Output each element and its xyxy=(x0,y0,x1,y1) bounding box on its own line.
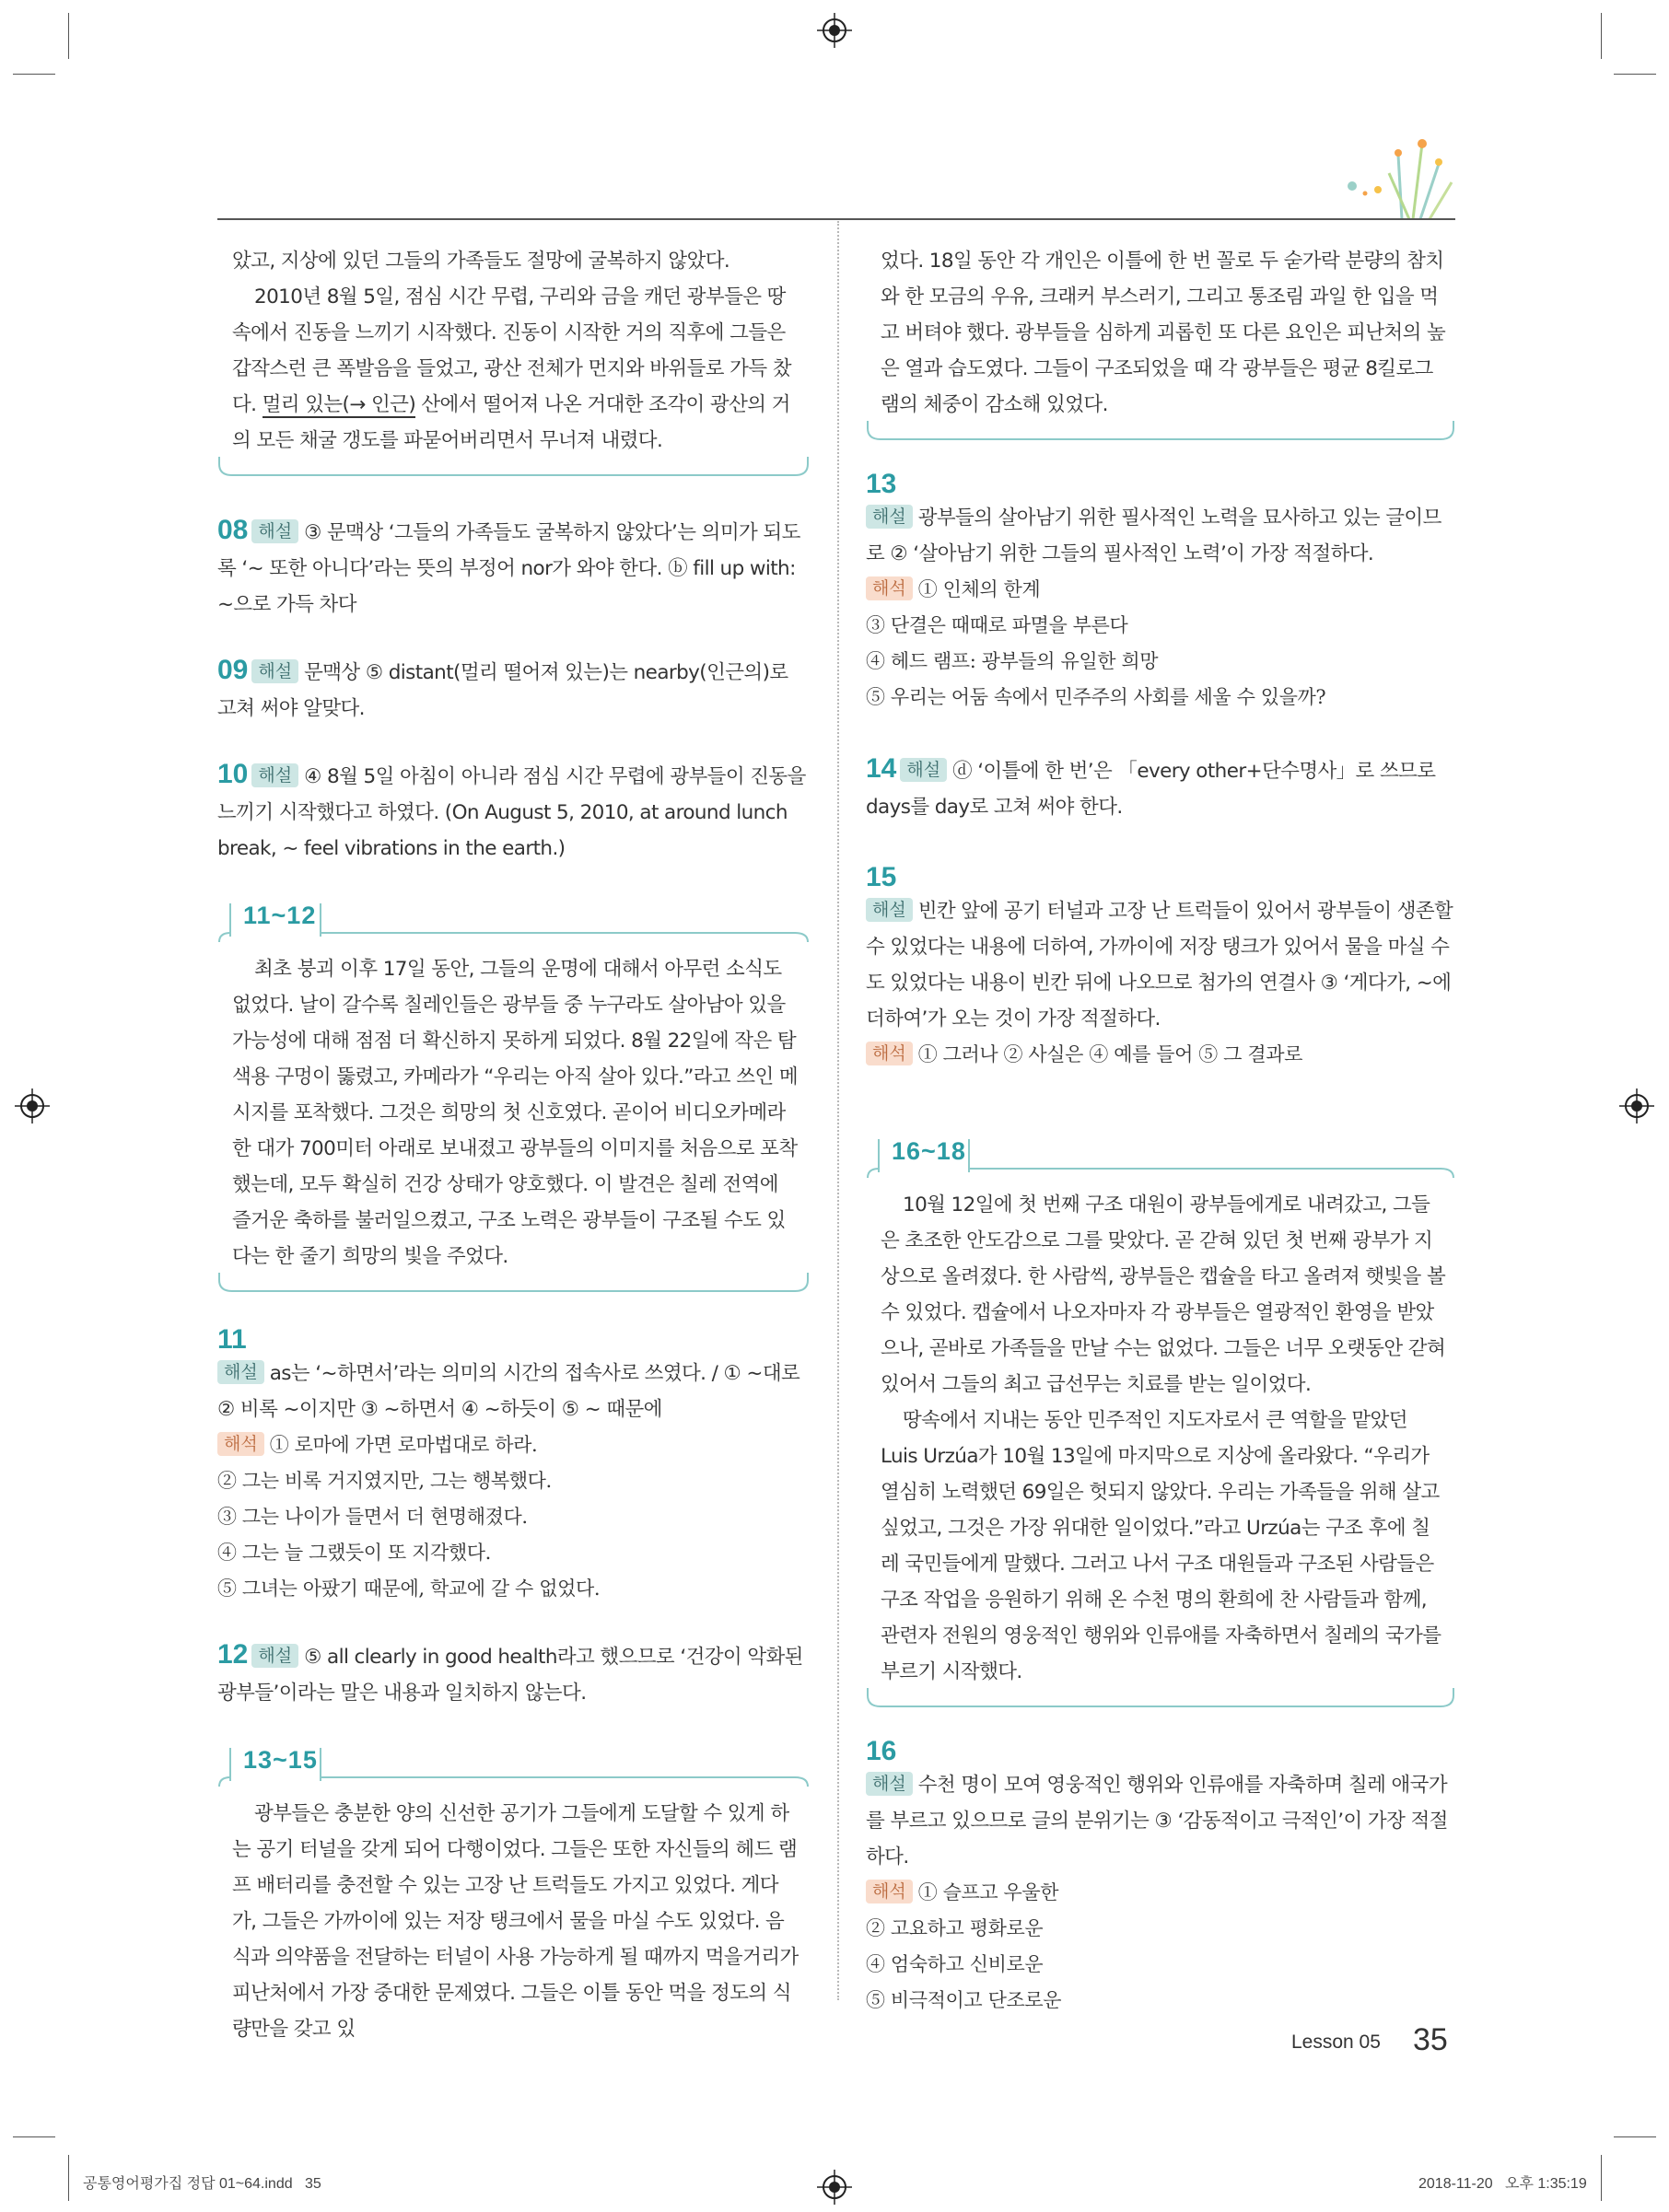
answer-09 xyxy=(217,652,810,727)
translation-item: ① 인체의 한계 xyxy=(917,578,1041,600)
question-number: 09 xyxy=(217,655,249,685)
lesson-label: Lesson 05 xyxy=(1291,2032,1381,2053)
question-number: 16 xyxy=(866,1736,897,1766)
translation-item: ⑤ 우리는 어둠 속에서 민주주의 사회를 세울 수 있을까? xyxy=(866,686,1326,708)
section-tag: 16~18 xyxy=(892,1137,966,1165)
column-divider xyxy=(837,221,839,2000)
passage-text: 산에서 떨어져 나온 거대한 조각이 광산의 거의 모든 채굴 갱도를 파묻어버리면서 무너져 내렸다. xyxy=(232,393,790,452)
passage-16-18 xyxy=(866,1137,1455,1699)
translation-item: ② 그는 비록 거지였지만, 그는 행복했다. xyxy=(217,1470,552,1492)
print-timestamp: 2018-11-20 오후 1:35:19 xyxy=(1418,2176,1587,2192)
question-number: 08 xyxy=(217,515,249,545)
passage-bracket xyxy=(217,457,810,481)
explanation-badge: 해설 xyxy=(251,763,298,787)
explanation-text: 광부들의 살아남기 위한 필사적인 노력을 묘사하고 있는 글이므로 ② ‘살아남기 위한 그들의 필사적인 노력’이 가장 적절하다. xyxy=(866,506,1441,565)
crop-mark xyxy=(68,2155,69,2201)
question-number: 10 xyxy=(217,759,249,789)
translation-item: ③ 그는 나이가 들면서 더 현명해졌다. xyxy=(217,1506,528,1528)
translation-badge: 해석 xyxy=(866,1880,913,1903)
section-tag: 13~15 xyxy=(243,1746,318,1774)
plant-decoration-icon xyxy=(1325,136,1463,221)
registration-mark-icon xyxy=(15,1089,50,1123)
crop-mark xyxy=(1601,13,1602,59)
translation-badge: 해석 xyxy=(217,1432,264,1456)
explanation-badge: 해설 xyxy=(251,659,298,683)
explanation-badge: 해설 xyxy=(866,505,913,529)
passage-11-12 xyxy=(217,902,810,1284)
passage-13-15 xyxy=(217,1746,810,2047)
crop-mark xyxy=(1614,74,1656,75)
left-column xyxy=(217,243,810,2047)
explanation-text: ⑤ all clearly in good health라고 했으므로 ‘건강이 악화된 광부들’이라는 말은 내용과 일치하지 않는다. xyxy=(217,1646,803,1705)
answer-11 xyxy=(217,1324,810,1607)
registration-mark-icon xyxy=(1619,1089,1654,1123)
translation-item: ① 로마에 가면 로마법대로 하라. xyxy=(269,1434,538,1456)
question-number: 15 xyxy=(866,862,897,892)
translation-item: ① 슬프고 우울한 xyxy=(917,1881,1059,1903)
passage-text: 땅속에서 지내는 동안 민주적인 지도자로서 큰 역할을 맡았던 Luis Urzúa가 10월 13일에 마지막으로 지상에 올라왔다. “우리가 열심히 노력했던 69일은 헛되지 않았다. 우리는 가족들을 위해 살고 싶었고, 그것은 가장 위대한 일이었다.”라고 Urzúa는 구조 후에 칠레 국민들에게 말했다. 그러고 나서 구조 대원들과 구조된 사람들은 구조 작업을 응원하기 위해 온 수천 명의 환희에 찬 사람들과 함께, 관련자 전원의 영웅적인 행위와 인류애를 자축하면서 칠레의 국가를 부르기 시작했다. xyxy=(881,1409,1441,1683)
right-column xyxy=(866,243,1455,2019)
answer-14 xyxy=(866,751,1455,825)
crop-mark xyxy=(1614,2136,1656,2137)
explanation-text: ⓓ ‘이틀에 한 번’은 「every other+단수명사」로 쓰므로 days를 day로 고쳐 써야 한다. xyxy=(866,760,1436,819)
passage-text: 었다. 18일 동안 각 개인은 이틀에 한 번 꼴로 두 숟가락 분량의 참치와 한 모금의 우유, 크래커 부스러기, 그리고 통조림 과일 한 입을 먹고 버텨야 했다. 광부들을 심하게 괴롭힌 또 다른 요인은 피난처의 높은 열과 습도였다. 그들이 구조되었을 때 각 광부들은 평균 8킬로그램의 체중이 감소해 있었다. xyxy=(881,250,1446,416)
explanation-badge: 해설 xyxy=(217,1360,264,1384)
explanation-text: 빈칸 앞에 공기 터널과 고장 난 트럭들이 있어서 광부들이 생존할 수 있었다는 내용에 더하여, 가까이에 저장 탱크가 있어서 물을 마실 수도 있었다는 내용이 빈칸 뒤에 나오므로 첨가의 연결사 ③ ‘게다가, ~에 더하여’가 오는 것이 가장 적절하다. xyxy=(866,900,1453,1030)
passage-continuation xyxy=(217,243,810,468)
translation-item: ③ 단결은 때때로 파멸을 부른다 xyxy=(866,614,1128,636)
answer-13 xyxy=(866,469,1455,716)
explanation-text: 수천 명이 모여 영웅적인 행위와 인류애를 자축하며 칠레 애국가를 부르고 있으므로 글의 분위기는 ③ ‘감동적이고 극적인’이 가장 적절하다. xyxy=(866,1774,1448,1869)
answer-12 xyxy=(217,1636,810,1711)
explanation-text: ③ 문맥상 ‘그들의 가족들도 굴복하지 않았다’는 의미가 되도록 ‘~ 또한 아니다’라는 뜻의 부정어 nor가 와야 한다. ⓑ fill up with: ~으로 가득 차다 xyxy=(217,521,800,616)
explanation-text: as는 ‘~하면서’라는 의미의 시간의 접속사로 쓰였다. / ① ~대로 ② 비록 ~이지만 ③ ~하면서 ④ ~하듯이 ⑤ ~ 때문에 xyxy=(217,1362,800,1421)
explanation-text: 문맥상 ⑤ distant(멀리 떨어져 있는)는 nearby(인근의)로 고쳐 써야 알맞다. xyxy=(217,661,788,720)
header-rule xyxy=(217,218,1455,220)
explanation-badge: 해설 xyxy=(866,1772,913,1796)
question-number: 12 xyxy=(217,1639,249,1670)
registration-mark-icon xyxy=(817,2170,852,2205)
answer-16 xyxy=(866,1736,1455,2019)
passage-bracket xyxy=(866,421,1455,445)
translation-items: ① 그러나 ② 사실은 ④ 예를 들어 ⑤ 그 결과로 xyxy=(917,1043,1302,1065)
answer-15 xyxy=(866,862,1455,1073)
page-number: 35 xyxy=(1413,2022,1448,2057)
translation-badge: 해석 xyxy=(866,1042,913,1065)
passage-text: 10월 12일에 첫 번째 구조 대원이 광부들에게로 내려갔고, 그들은 초조한 안도감으로 그를 맞았다. 곧 갇혀 있던 첫 번째 광부가 지상으로 올려졌다. 한 사람씩, 광부들은 캡슐을 타고 올려져 햇빛을 볼 수 있었다. 캡슐에서 나오자마자 각 광부들은 열광적인 환영을 받았으나, 곧바로 가족들을 만날 수는 없었다. 그들은 너무 오랫동안 갇혀 있어서 그들의 최고 급선무는 치료를 받는 일이었다. xyxy=(881,1193,1446,1396)
answer-08 xyxy=(217,512,810,623)
explanation-badge: 해설 xyxy=(251,1644,298,1668)
passage-line: 았고, 지상에 있던 그들의 가족들도 절망에 굴복하지 않았다. xyxy=(232,250,730,273)
passage-bracket xyxy=(866,1688,1455,1712)
passage-text: 광부들은 충분한 양의 신선한 공기가 그들에게 도달할 수 있게 하는 공기 터널을 갖게 되어 다행이었다. 그들은 또한 자신들의 헤드 램프 배터리를 충전할 수 있는 고장 난 트럭들도 가지고 있었다. 게다가, 그들은 가까이에 있는 저장 탱크에서 물을 마실 수도 있었다. 음식과 의약품을 전달하는 터널이 사용 가능하게 될 때까지 먹을거리가 피난처에서 가장 중대한 문제였다. 그들은 이틀 동안 먹을 정도의 식량만을 갖고 있 xyxy=(232,1802,799,2041)
explanation-badge: 해설 xyxy=(866,898,913,922)
underlined-phrase: 멀리 있는(→ 인근) xyxy=(262,393,416,416)
question-number: 11 xyxy=(217,1324,247,1355)
crop-mark xyxy=(13,74,55,75)
translation-item: ⑤ 비극적이고 단조로운 xyxy=(866,1989,1062,2011)
passage-text: 2010년 8월 5일, 점심 시간 무렵, 구리와 금을 캐던 광부들은 땅속에서 진동을 느끼기 시작했다. 진동이 시작한 거의 직후에 그들은 갑작스런 큰 폭발음을 들었고, 광산 전체가 먼지와 바위들로 가득 찼다. xyxy=(232,285,791,416)
crop-mark xyxy=(1601,2155,1602,2201)
translation-item: ⑤ 그녀는 아팠기 때문에, 학교에 갈 수 없었다. xyxy=(217,1578,601,1600)
explanation-text: ④ 8월 5일 아침이 아니라 점심 시간 무렵에 광부들이 진동을 느끼기 시작했다고 하였다. (On August 5, 2010, at around lunch break, ~ feel vibrations in the earth.) xyxy=(217,765,806,860)
passage-bracket xyxy=(217,1273,810,1297)
explanation-badge: 해설 xyxy=(251,519,298,543)
question-number: 14 xyxy=(866,753,897,784)
explanation-badge: 해설 xyxy=(900,758,947,782)
translation-badge: 해석 xyxy=(866,576,913,600)
question-number: 13 xyxy=(866,469,897,499)
print-file-slug: 공통영어평가집 정답 01~64.indd 35 xyxy=(83,2176,321,2192)
passage-continuation xyxy=(866,243,1455,432)
translation-item: ④ 엄숙하고 신비로운 xyxy=(866,1953,1044,1975)
crop-mark xyxy=(68,13,69,59)
translation-item: ④ 그는 늘 그랬듯이 또 지각했다. xyxy=(217,1542,491,1564)
registration-mark-icon xyxy=(817,13,852,48)
section-tag: 11~12 xyxy=(243,902,317,929)
passage-text: 최초 붕괴 이후 17일 동안, 그들의 운명에 대해서 아무런 소식도 없었다. 날이 갈수록 칠레인들은 광부들 중 누구라도 살아남아 있을 가능성에 대해 점점 더 확신하지 못하게 되었다. 8월 22일에 작은 탐색용 구멍이 뚫렸고, 카메라가 “우리는 아직 살아 있다.”라고 쓰인 메시지를 포착했다. 그것은 희망의 첫 신호였다. 곧이어 비디오카메라 한 대가 700미터 아래로 보내졌고 광부들의 이미지를 처음으로 포착했는데, 모두 확실히 건강 상태가 양호했다. 이 발견은 칠레 전역에 즐거운 축하를 불러일으켰고, 구조 노력은 광부들이 구조될 수도 있다는 한 줄기 희망의 빛을 주었다. xyxy=(232,958,799,1268)
translation-item: ② 고요하고 평화로운 xyxy=(866,1917,1044,1939)
answer-10 xyxy=(217,756,810,867)
translation-item: ④ 헤드 램프: 광부들의 유일한 희망 xyxy=(866,650,1159,672)
crop-mark xyxy=(13,2136,55,2137)
